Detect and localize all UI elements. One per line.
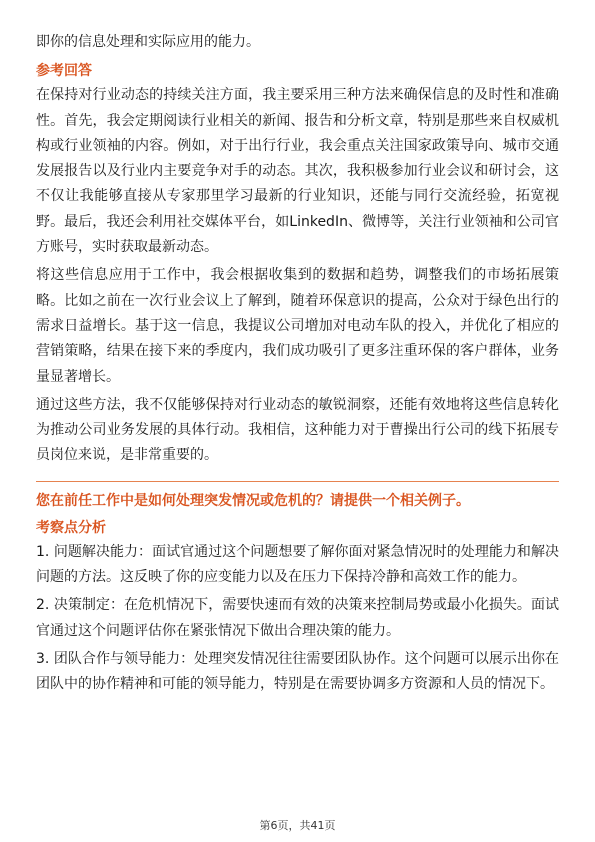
reference-answer-label: 参考回答	[36, 63, 92, 80]
section-divider	[36, 481, 559, 482]
intro-tail-text: 即你的信息处理和实际应用的能力。	[36, 34, 260, 50]
analysis-point: 1. 问题解决能力：面试官通过这个问题想要了解你面对紧急情况时的处理能力和解决问题的方法。这反映了你的应变能力以及在压力下保持冷静和高效工作的能力。	[36, 543, 559, 586]
answer-paragraph: 将这些信息应用于工作中，我会根据收集到的数据和趋势，调整我们的市场拓展策略。比如之前在一次行业会议上了解到，随着环保意识的提高，公众对于绿色出行的需求日益增长。基于这一信息，我提议公司增加对电动车队的投入，并优化了相应的营销策略，结果在接下来的季度内，我们成功吸引了更多注重环保的客户群体，业务量显著增长。	[36, 267, 559, 385]
analysis-label: 考察点分析	[36, 519, 106, 536]
answer-paragraph: 通过这些方法，我不仅能够保持对行业动态的敏锐洞察，还能有效地将这些信息转化为推动公司业务发展的具体行动。我相信，这种能力对于曹操出行公司的线下拓展专员岗位来说，是非常重要的。	[36, 396, 559, 464]
page-content	[36, 30, 559, 698]
analysis-point: 2. 决策制定：在危机情况下，需要快速而有效的决策来控制局势或最小化损失。面试官通过这个问题评估你在紧张情况下做出合理决策的能力。	[36, 597, 559, 639]
analysis-point: 3. 团队合作与领导能力：处理突发情况往往需要团队协作。这个问题可以展示出你在团队中的协作精神和可能的领导能力，特别是在需要协调多方资源和人员的情况下。	[36, 650, 559, 693]
answer-paragraph: 在保持对行业动态的持续关注方面，我主要采用三种方法来确保信息的及时性和准确性。首先，我会定期阅读行业相关的新闻、报告和分析文章，特别是那些来自权威机构或行业领袖的内容。例如，对于出行行业，我会重点关注国家政策导向、城市交通发展报告以及行业内主要竞争对手的动态。其次，我积极参加行业会议和研讨会，这不仅让我能够直接从专家那里学习最新的行业知识，还能与同行交流经验，拓宽视野。最后，我还会利用社交媒体平台，如LinkedIn、微博等，关注行业领袖和公司官方账号，实时获取最新动态。	[36, 87, 559, 256]
interview-question: 您在前任工作中是如何处理突发情况或危机的？请提供一个相关例子。	[36, 492, 470, 509]
page-footer: 第6页，共41页	[259, 819, 336, 832]
